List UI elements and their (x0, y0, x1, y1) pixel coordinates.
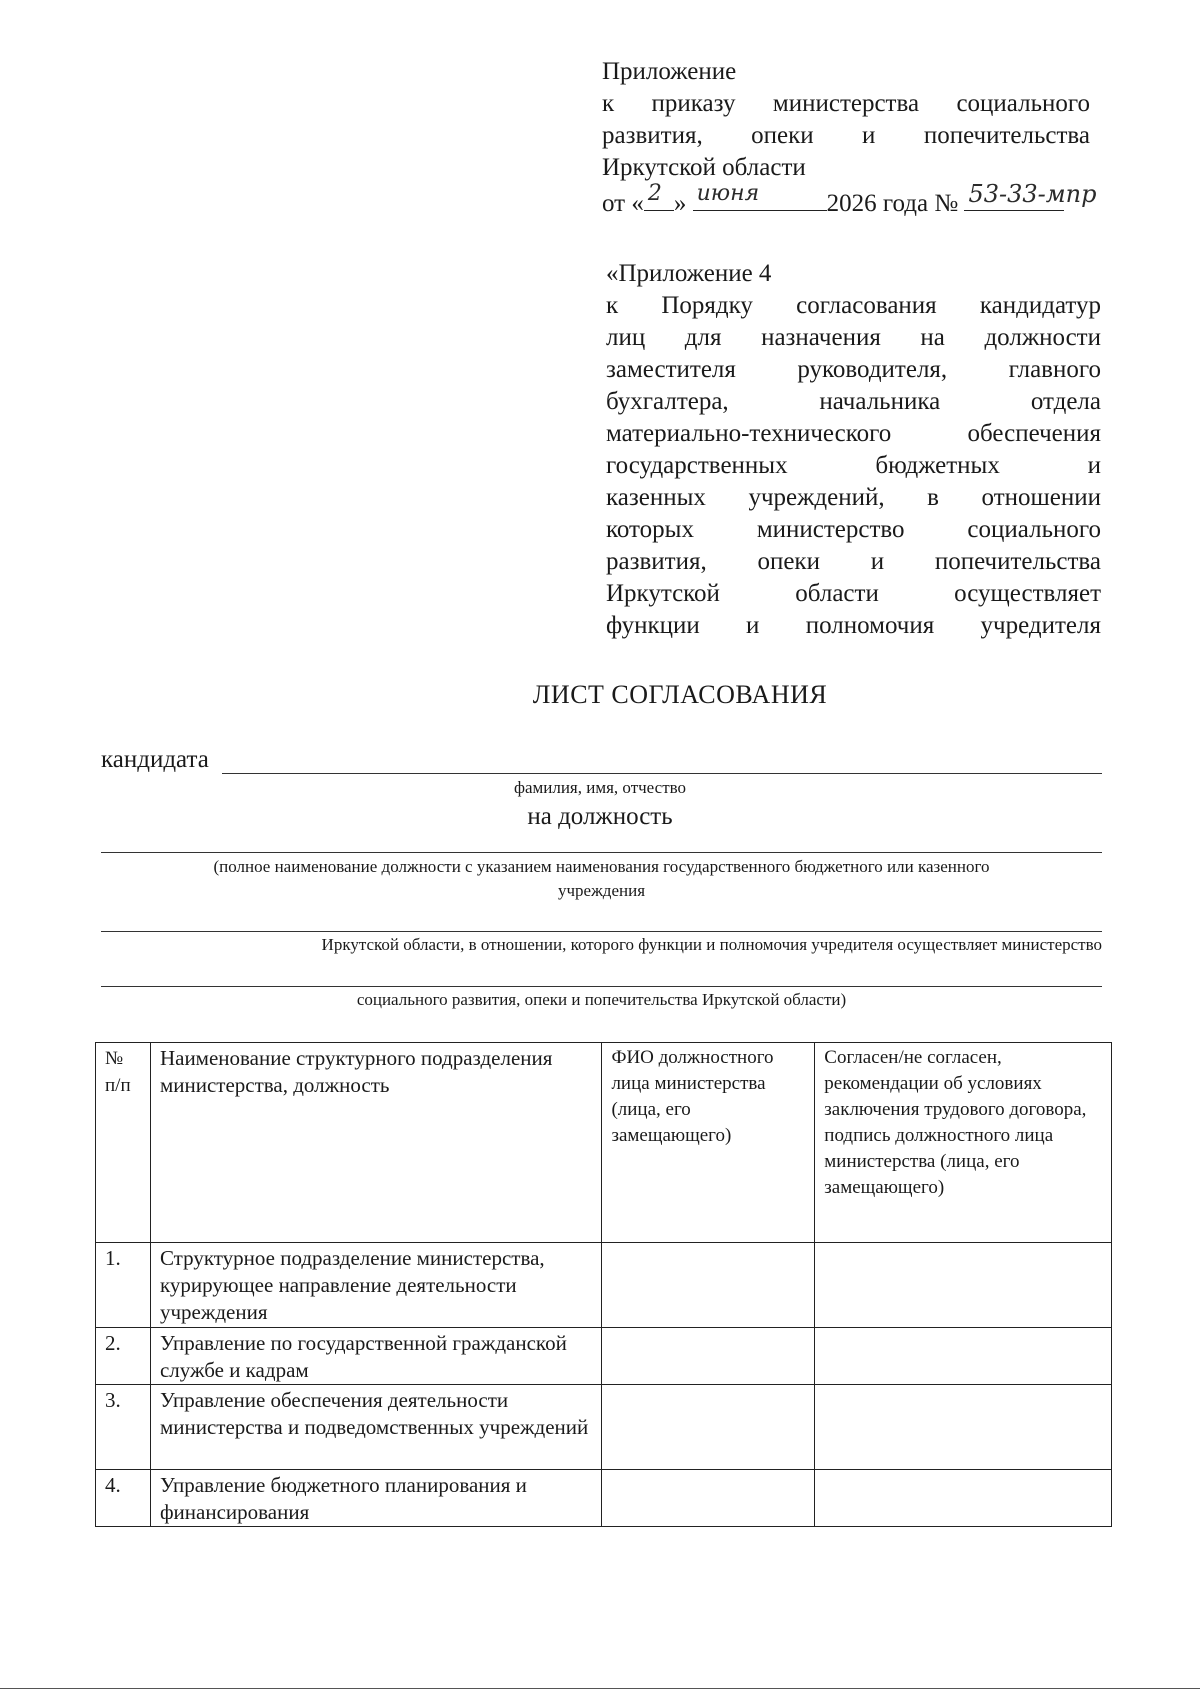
position-label: на должность (527, 803, 673, 830)
header-fio-text: ФИО должностного лица министерства (лица, его замещающего) (611, 1047, 774, 1146)
table-row (96, 1385, 1112, 1470)
region-line: Иркутской области (602, 154, 806, 181)
appendix4-line: которых министерство социального (606, 516, 1101, 543)
position-line-1 (101, 852, 1102, 853)
position-line-2 (101, 931, 1102, 932)
appendix4-line: заместителя руководителя, главного (606, 356, 1101, 383)
row-name: Управление бюджетного планирования и финансирования (150, 1470, 601, 1527)
row-name: Структурное подразделение министерства, курирующее направление деятельности учреждения (150, 1243, 601, 1328)
position-caption-3: Иркутской области, в отношении, которого функции и полномочия учредителя осуществляет министерство (321, 935, 1102, 954)
position-caption-2: учреждения (557, 881, 646, 900)
appendix4-line: казенных учреждений, в отношении (606, 484, 1101, 511)
table-row (96, 1328, 1112, 1385)
row-num: 3. (96, 1385, 151, 1470)
appendix4-line: развития, опеки и попечительства (606, 548, 1101, 575)
date-prefix: от « (602, 190, 644, 217)
date-day-handwritten: 2 (647, 181, 662, 206)
date-mid: » (673, 190, 687, 217)
row-agree-cell[interactable] (815, 1243, 1112, 1328)
order-header (602, 56, 1097, 220)
candidate-label: кандидата (101, 746, 209, 773)
header-num (96, 1043, 151, 1243)
order-date-line (602, 180, 1097, 220)
row-agree-cell[interactable] (815, 1328, 1112, 1385)
header-agree-text: Согласен/не согласен, рекомендации об условиях заключения трудового договора, подпись должностного лица министерства (лица, его замещающего) (824, 1047, 1087, 1198)
date-day-field (644, 181, 674, 211)
fio-caption: фамилия, имя, отчество (513, 778, 687, 797)
row-name: Управление по государственной гражданской службе и кадрам (150, 1328, 601, 1385)
date-year-text: 2026 года № (826, 190, 959, 217)
ministry-line: развития, опеки и попечительства (602, 122, 1090, 149)
table-row (96, 1243, 1112, 1328)
appendix4-line: к Порядку согласования кандидатур (606, 292, 1101, 319)
appendix4-line: государственных бюджетных и (606, 452, 1101, 479)
position-caption-1: (полное наименование должности с указанием наименования государственного бюджетного или казенного (213, 857, 990, 876)
header-agree (815, 1043, 1112, 1243)
order-ref-line: к приказу министерства социального (602, 90, 1090, 117)
appendix-label: Приложение (602, 58, 737, 85)
form-title: ЛИСТ СОГЛАСОВАНИЯ (532, 680, 828, 709)
row-agree-cell[interactable] (815, 1470, 1112, 1527)
candidate-line (222, 773, 1102, 774)
position-line-3 (101, 986, 1102, 987)
appendix4-line: функции и полномочия учредителя (606, 612, 1101, 639)
appendix4-line: Иркутской области осуществляет (606, 580, 1101, 607)
table-row (96, 1470, 1112, 1527)
scan-bottom-edge (0, 1688, 1200, 1689)
row-num: 4. (96, 1470, 151, 1527)
row-num: 2. (96, 1328, 151, 1385)
row-num: 1. (96, 1243, 151, 1328)
appendix4-line: материально-технического обеспечения (606, 420, 1101, 447)
position-caption-4: социального развития, опеки и попечительства Иркутской области) (356, 990, 847, 1009)
header-name (150, 1043, 601, 1243)
appendix4-line: бухгалтера, начальника отдела (606, 388, 1101, 415)
appendix4-text (606, 290, 1101, 642)
header-fio (602, 1043, 815, 1243)
row-fio-cell[interactable] (602, 1328, 815, 1385)
row-name: Управление обеспечения деятельности министерства и подведомственных учреждений (150, 1385, 601, 1470)
order-number-field (964, 180, 1097, 211)
order-number-handwritten: 53-33-мпр (968, 180, 1097, 208)
approval-table (95, 1042, 1112, 1527)
table-header-row (96, 1043, 1112, 1243)
row-agree-cell[interactable] (815, 1385, 1112, 1470)
date-month-handwritten: июня (696, 181, 760, 206)
header-name-text: Наименование структурного подразделения министерства, должность (159, 1046, 553, 1097)
row-fio-cell[interactable] (602, 1243, 815, 1328)
appendix4-line: лиц для назначения на должности (606, 324, 1101, 351)
row-fio-cell[interactable] (602, 1470, 815, 1527)
appendix4-title: «Приложение 4 (606, 260, 772, 287)
header-num-text: № п/п (105, 1048, 131, 1096)
row-fio-cell[interactable] (602, 1385, 815, 1470)
date-month-field (693, 181, 827, 211)
appendix4-block (606, 258, 1101, 642)
